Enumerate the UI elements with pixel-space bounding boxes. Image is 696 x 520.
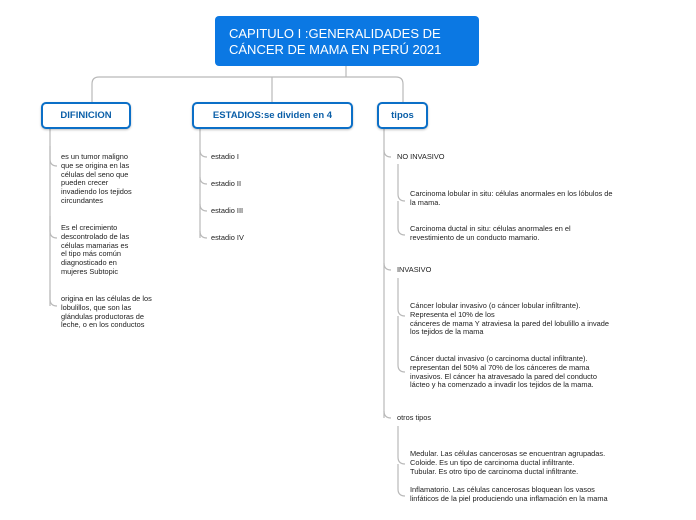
- text-line: Representa el 10% de los: [410, 309, 495, 319]
- text-line: representan del 50% al 70% de los cánceres de mama: [410, 362, 590, 372]
- definicion-item-3[interactable]: [61, 295, 152, 330]
- root-topic[interactable]: [215, 16, 479, 66]
- text-line: la mama.: [410, 197, 441, 207]
- text-line: Medular. Las células cancerosas se encuentran agrupadas.: [410, 449, 606, 458]
- text-line: Es el crecimiento: [61, 223, 118, 232]
- topic-estadios[interactable]: [192, 102, 353, 129]
- estadio-item-3[interactable]: estadio III: [211, 206, 244, 215]
- no-invasivo-item-1[interactable]: [410, 190, 613, 208]
- tipos-group-otros[interactable]: otros tipos: [397, 413, 432, 422]
- text-line: lácteo y ha comenzado a invadir los tejidos de la mama.: [410, 380, 594, 390]
- topic-definicion-label: DIFINICION: [60, 110, 112, 121]
- text-line: invasivos. El cáncer ha atravesado la pared del conducto: [410, 371, 597, 381]
- text-line: diagnosticado en: [61, 258, 117, 268]
- otros-item-2[interactable]: [410, 486, 608, 504]
- topic-tipos[interactable]: [377, 102, 428, 129]
- invasivo-item-1[interactable]: [410, 302, 609, 337]
- root-title-line-2: CÁNCER DE MAMA EN PERÚ 2021: [229, 42, 442, 57]
- text-line: células del seno que: [61, 169, 129, 179]
- text-line: células mamarias es: [61, 240, 129, 250]
- text-line: circundantes: [61, 195, 103, 205]
- text-line: Cáncer ductal invasivo (o carcinoma ductal infiltrante).: [410, 354, 588, 363]
- text-line: descontrolado de las: [61, 231, 130, 241]
- text-line: linfáticos de la piel produciendo una inflamación en la mama: [410, 493, 608, 503]
- text-line: Coloide. Es un tipo de carcinoma ductal infiltrante.: [410, 457, 575, 467]
- text-line: Cáncer lobular invasivo (o cáncer lobular infiltrante).: [410, 301, 581, 310]
- text-line: glándulas productoras de: [61, 311, 144, 321]
- estadio-item-4[interactable]: estadio IV: [211, 233, 244, 242]
- text-line: Carcinoma ductal in situ: células anormales en el: [410, 224, 571, 233]
- text-line: pueden crecer: [61, 178, 109, 188]
- invasivo-item-2[interactable]: [410, 355, 597, 390]
- text-line: los tejidos de la mama: [410, 327, 484, 337]
- text-line: revestimiento de un conducto mamario.: [410, 232, 540, 242]
- tipos-group-no-invasivo[interactable]: NO INVASIVO: [397, 152, 445, 161]
- text-line: Carcinoma lobular in situ: células anormales en los lóbulos de: [410, 189, 613, 198]
- topic-estadios-label: ESTADIOS:se dividen en 4: [212, 110, 333, 121]
- text-line: leche, o en los conductos: [61, 320, 145, 330]
- text-line: que se origina en las: [61, 160, 130, 170]
- text-line: origina en las células de los: [61, 294, 152, 303]
- text-line: Tubular. Es otro tipo de carcinoma ductal infiltrante.: [410, 466, 579, 476]
- text-line: Inflamatorio. Las células cancerosas bloquean los vasos: [410, 485, 595, 494]
- otros-item-1[interactable]: [410, 450, 605, 476]
- root-title-line-1: CAPITULO I :GENERALIDADES DE: [229, 26, 441, 41]
- text-line: mujeres Subtopic: [61, 266, 119, 276]
- topic-tipos-label: tipos: [391, 110, 414, 121]
- tipos-group-invasivo[interactable]: INVASIVO: [397, 265, 432, 274]
- text-line: cánceres de mama Y atraviesa la pared del lobulillo a invade: [410, 318, 609, 328]
- estadio-item-2[interactable]: estadio II: [211, 179, 241, 188]
- text-line: el tipo más común: [61, 249, 121, 259]
- text-line: es un tumor maligno: [61, 152, 128, 161]
- text-line: invadiendo los tejidos: [61, 187, 132, 197]
- definicion-item-2[interactable]: [61, 224, 129, 277]
- topic-definicion[interactable]: [41, 102, 131, 129]
- estadio-item-1[interactable]: estadio I: [211, 152, 239, 161]
- text-line: lobulillos, que son las: [61, 302, 132, 312]
- definicion-item-1[interactable]: [61, 153, 132, 206]
- no-invasivo-item-2[interactable]: [410, 225, 571, 243]
